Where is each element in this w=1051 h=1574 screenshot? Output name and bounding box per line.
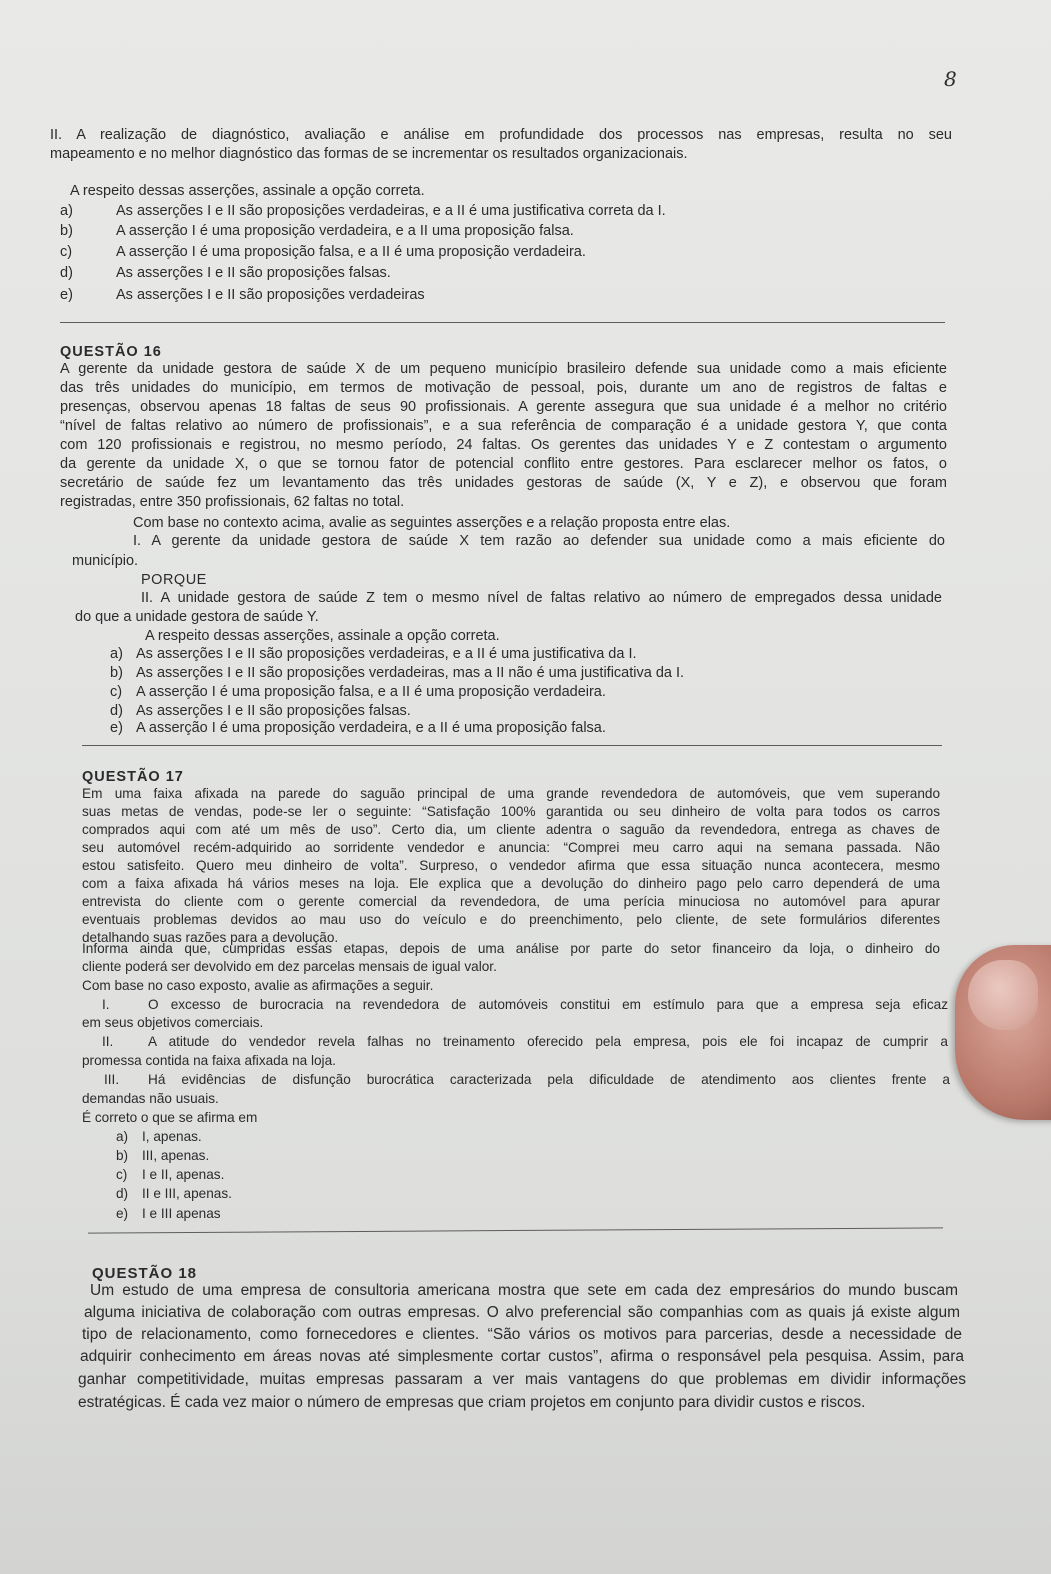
- q17-item-iii-num: III.: [104, 1072, 120, 1087]
- q18-line-3: tipo de relacionamento, como fornecedores e clientes. “São vários os motivos para parcerias, desde a necessidade de: [82, 1326, 962, 1343]
- option-text: A asserção I é uma proposição verdadeira, e a II é uma proposição falsa.: [136, 720, 606, 736]
- q17-line-10: Informa ainda que, cumpridas essas etapas, depois de uma análise por parte do setor financeiro da loja, o dinheiro do: [82, 941, 940, 956]
- q17-line-9: detalhando suas razões para a devolução.: [82, 930, 339, 945]
- q16-line-3: presenças, observou apenas 18 faltas de seus 90 profissionais. A gerente assegura que sua unidade é a melhor no critério: [60, 399, 947, 415]
- q17-line-1: Em uma faixa afixada na parede do saguão principal de uma grande revendedora de automóveis, que vem superando: [82, 786, 940, 801]
- option-letter: d): [60, 265, 73, 281]
- option-text: As asserções I e II são proposições verdadeiras: [116, 287, 425, 303]
- q18-title: QUESTÃO 18: [92, 1265, 198, 1282]
- option-letter: b): [116, 1148, 129, 1163]
- q15-option-a[interactable]: [60, 202, 666, 220]
- q17-option-c[interactable]: [116, 1166, 224, 1184]
- q15-option-d[interactable]: [60, 264, 391, 282]
- q17-line-7: entrevista do cliente com o gerente comercial da revendedora, de uma perícia minuciosa no automóvel para apurar: [82, 894, 940, 909]
- q18-line-5: ganhar competitividade, muitas empresas passaram a ver mais vantagens do que problemas em dividir informações: [78, 1371, 966, 1388]
- q17-item-ii-num: II.: [102, 1034, 114, 1049]
- q16-context: Com base no contexto acima, avalie as seguintes asserções e a relação proposta entre elas.: [133, 515, 731, 531]
- q17-line-6: com a faixa afixada há vários meses na loja. Ele explica que a devolução do dinheiro pago pelo carro dependerá de uma: [82, 876, 940, 891]
- q17-line-8: eventuais problemas devidos ao mau uso do veículo e do preenchimento, pelo cliente, de sete formulários diferentes: [82, 912, 940, 927]
- option-letter: b): [60, 223, 73, 239]
- q17-item-ii-line2: promessa contida na faixa afixada na loja.: [82, 1053, 336, 1068]
- q16-assertion-i-line2: município.: [72, 553, 139, 569]
- option-text: A asserção I é uma proposição verdadeira, e a II uma proposição falsa.: [116, 223, 574, 239]
- thumbnail-image: [968, 960, 1038, 1030]
- section-divider: [60, 322, 945, 323]
- q17-line-5: estou satisfeito. Quero meu dinheiro de volta”. Surpreso, o vendedor afirma que essa situação nunca acontecera, mesmo: [82, 858, 940, 873]
- option-letter: e): [60, 287, 73, 303]
- q17-prompt: É correto o que se afirma em: [82, 1110, 258, 1125]
- option-letter: b): [110, 665, 123, 681]
- q17-option-b[interactable]: [116, 1147, 209, 1165]
- q17-title: QUESTÃO 17: [82, 769, 184, 785]
- q16-line-5: com 120 profissionais e registrou, no mesmo período, 24 faltas. Os gerentes das unidades Y e Z contestam o argumento: [60, 437, 947, 453]
- q16-line-2: das três unidades do município, em termos de motivação de pessoal, pois, durante um ano de registros de faltas e: [60, 380, 947, 396]
- q15-option-b[interactable]: [60, 222, 574, 240]
- option-text: As asserções I e II são proposições verdadeiras, mas a II não é uma justificativa da I.: [136, 665, 685, 681]
- page-number: 8: [944, 67, 957, 91]
- q16-title: QUESTÃO 16: [60, 344, 162, 360]
- option-letter: d): [116, 1186, 129, 1201]
- q16-assertion-i-line1: I. A gerente da unidade gestora de saúde X tem razão ao defender sua unidade como a mais eficiente do: [133, 533, 945, 549]
- q17-line-4: seu automóvel recém-adquirido ao sorridente vendedor e anuncia: “Comprei meu carro aqui na semana passada. Não: [82, 840, 940, 855]
- q17-option-d[interactable]: [116, 1185, 232, 1203]
- option-letter: c): [116, 1167, 128, 1182]
- option-letter: e): [110, 720, 123, 736]
- option-letter: a): [110, 646, 123, 662]
- q17-item-iii-line2: demandas não usuais.: [82, 1091, 219, 1106]
- option-letter: c): [110, 684, 123, 700]
- option-text: II e III, apenas.: [142, 1186, 232, 1201]
- q15-assertion-ii-line2: mapeamento e no melhor diagnóstico das formas de se incrementar os resultados organizacionais.: [50, 146, 688, 162]
- section-divider: [82, 745, 942, 746]
- q16-line-6: da gerente da unidade X, o que se tornou fator de potencial conflito entre gestores. Para esclarecer melhor os fatos, o: [60, 456, 947, 472]
- q15-assertion-ii-line1: II. A realização de diagnóstico, avaliação e análise em profundidade dos processos nas empresas, resulta no seu: [50, 127, 952, 143]
- q16-line-8: registradas, entre 350 profissionais, 62 faltas no total.: [60, 494, 405, 510]
- option-text: As asserções I e II são proposições falsas.: [136, 703, 411, 719]
- option-letter: a): [60, 203, 73, 219]
- q17-line-2: suas metas de vendas, pode-se ler o seguinte: “Satisfação 100% garantida ou seu dinheiro de volta para todos os carros: [82, 804, 940, 819]
- q17-line-3: comprados aqui com até um mês de uso”. Certo dia, um cliente adentra o saguão da revendedora, entrega as chaves de: [82, 822, 940, 837]
- q16-porque: PORQUE: [141, 572, 207, 588]
- q17-item-iii-line1: Há evidências de disfunção burocrática caracterizada pela dificuldade de atendimento aos clientes frente a: [148, 1072, 950, 1087]
- q16-assertion-ii-line1: II. A unidade gestora de saúde Z tem o mesmo nível de faltas relativo ao número de empregados dessa unidade: [141, 590, 942, 606]
- q17-item-i-line1: O excesso de burocracia na revendedora de automóveis constitui em estímulo para que a empresa seja eficaz: [148, 997, 948, 1012]
- option-text: As asserções I e II são proposições verdadeiras, e a II é uma justificativa da I.: [136, 646, 637, 662]
- q18-line-4: adquirir conhecimento em áreas novas até simplesmente cortar custos”, afirma o responsável pela pesquisa. Assim, para: [80, 1348, 964, 1365]
- q16-line-4: “nível de faltas relativo ao número de profissionais”, e a sua referência de comparação é a unidade gestora Y, que conta: [60, 418, 947, 434]
- option-text: As asserções I e II são proposições falsas.: [116, 265, 391, 281]
- q16-line-1: A gerente da unidade gestora de saúde X de um pequeno município brasileiro defende sua unidade como a mais eficiente: [60, 361, 947, 377]
- section-divider: [88, 1227, 943, 1233]
- option-text: A asserção I é uma proposição falsa, e a II é uma proposição verdadeira.: [136, 684, 606, 700]
- option-letter: e): [116, 1206, 129, 1221]
- option-text: I e III apenas: [142, 1206, 221, 1221]
- option-text: III, apenas.: [142, 1148, 210, 1163]
- q16-option-c[interactable]: [110, 683, 606, 701]
- q15-option-e[interactable]: [60, 286, 425, 304]
- q16-prompt: A respeito dessas asserções, assinale a opção correta.: [145, 628, 500, 644]
- q18-line-2: alguma iniciativa de colaboração com outras empresas. O alvo preferencial são companhias com as quais já existe algum: [84, 1304, 960, 1321]
- q16-assertion-ii-line2: do que a unidade gestora de saúde Y.: [75, 609, 319, 625]
- option-letter: a): [116, 1129, 129, 1144]
- q18-line-1: Um estudo de uma empresa de consultoria americana mostra que sete em cada dez empresários do mundo buscam: [90, 1282, 958, 1299]
- option-letter: d): [110, 703, 123, 719]
- q17-item-i-num: I.: [102, 997, 110, 1012]
- option-text: As asserções I e II são proposições verdadeiras, e a II é uma justificativa correta da I.: [116, 203, 666, 219]
- option-text: I, apenas.: [142, 1129, 202, 1144]
- q15-option-c[interactable]: [60, 243, 586, 261]
- q15-prompt: A respeito dessas asserções, assinale a opção correta.: [70, 183, 425, 199]
- q17-line-11: cliente poderá ser devolvido em dez parcelas mensais de igual valor.: [82, 959, 497, 974]
- q16-option-e[interactable]: [110, 719, 606, 737]
- q17-option-a[interactable]: [116, 1128, 202, 1146]
- option-text: A asserção I é uma proposição falsa, e a II é uma proposição verdadeira.: [116, 244, 586, 260]
- q17-item-i-line2: em seus objetivos comerciais.: [82, 1015, 264, 1030]
- q17-line-12: Com base no caso exposto, avalie as afirmações a seguir.: [82, 978, 434, 993]
- q18-line-6: estratégicas. É cada vez maior o número de empresas que criam projetos em conjunto para dividir custos e riscos.: [78, 1394, 866, 1411]
- q16-option-a[interactable]: [110, 645, 637, 663]
- q17-item-ii-line1: A atitude do vendedor revela falhas no treinamento oferecido pela empresa, pois ele foi incapaz de cumprir a: [148, 1034, 948, 1049]
- q16-option-b[interactable]: [110, 664, 684, 682]
- q17-option-e[interactable]: [116, 1205, 221, 1223]
- q16-option-d[interactable]: [110, 702, 411, 720]
- option-letter: c): [60, 244, 73, 260]
- option-text: I e II, apenas.: [142, 1167, 225, 1182]
- q16-line-7: secretário de saúde fez um levantamento das três unidades gestoras de saúde (X, Y e Z), e observou que foram: [60, 475, 947, 491]
